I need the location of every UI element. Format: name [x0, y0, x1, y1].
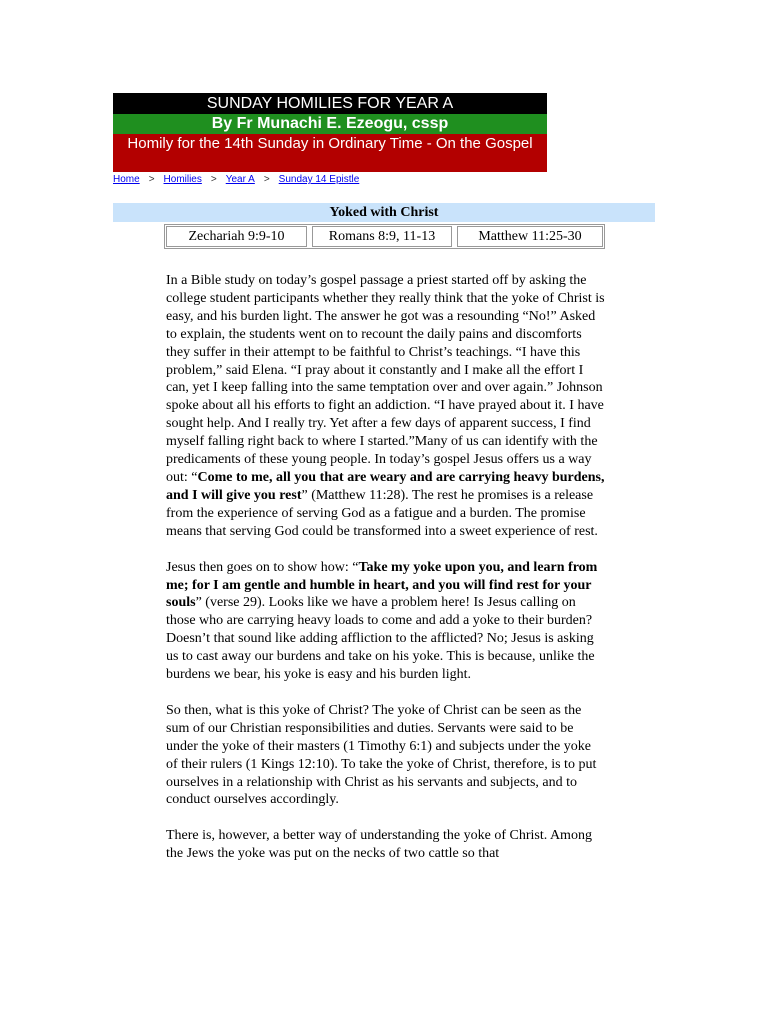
homily-title-banner: Homily for the 14th Sunday in Ordinary Time - On the Gospel [113, 134, 547, 172]
article-title: Yoked with Christ [113, 203, 655, 222]
breadcrumb-sunday-14-link[interactable]: Sunday 14 Epistle [278, 174, 360, 185]
scripture-quote: Come to me, all you that are weary and are carrying heavy burdens, and I will give you rest [166, 469, 605, 503]
breadcrumb-home-link[interactable]: Home [113, 174, 140, 185]
reading-first: Zechariah 9:9-10 [166, 226, 307, 247]
paragraph-text: In a Bible study on today’s gospel passage a priest started off by asking the college student participants whether they really think that the yoke of Christ is easy, and his burden light. The answer he got was a resounding “No!” Asked to explain, the students went on to recount the daily pains and discomforts they suffer in their attempt to be faithful to Christ’s teachings. “I have this problem,” said Elena. “I pray about it constantly and I make all the effort I can, yet I keep falling into the same temptation over and over again.” Johnson spoke about all his efforts to fight an addiction. “I have prayed about it. I have sought help. And I really try. Yet after a few days of apparent success, I find myself falling right back to where I started.”Many of us can identify with the predicaments of these young people. In today’s gospel Jesus offers us a way out: “ [166, 273, 605, 485]
series-title-banner: SUNDAY HOMILIES FOR YEAR A [113, 93, 547, 114]
paragraph-text: ” (Matthew 11:28). The rest he promises is a release from the experience of serving God as a fatigue and a burden. The promise means that serving God could be transformed into a sweet experience of rest. [166, 487, 598, 539]
breadcrumb-year-a-link[interactable]: Year A [225, 174, 255, 185]
paragraph-text: Jesus then goes on to show how: “ [166, 559, 359, 575]
breadcrumb-separator: > [148, 174, 155, 185]
paragraph-text: ” (verse 29). Looks like we have a problem here! Is Jesus calling on those who are carrying heavy loads to come and add a yoke to their burden? Doesn’t that sound like adding affliction to the afflicted? No; Jesus is asking us to cast away our burdens and take on his yoke. This is because, unlike the burdens we bear, his yoke is easy and his burden light. [166, 595, 595, 683]
breadcrumb [113, 173, 359, 186]
breadcrumb-separator: > [263, 174, 270, 185]
reading-second: Romans 8:9, 11-13 [312, 226, 452, 247]
paragraph-2 [166, 559, 606, 684]
reading-gospel: Matthew 11:25-30 [457, 226, 603, 247]
breadcrumb-homilies-link[interactable]: Homilies [163, 174, 202, 185]
readings-table [164, 224, 605, 249]
paragraph-4: There is, however, a better way of understanding the yoke of Christ. Among the Jews the yoke was put on the necks of two cattle so that [166, 828, 592, 862]
paragraph-3: So then, what is this yoke of Christ? The yoke of Christ can be seen as the sum of our Christian responsibilities and duties. Servants were said to be under the yoke of their masters (1 Timothy 6:1) and subjects under the yoke of their rulers (1 Kings 12:10). To take the yoke of Christ, therefore, is to put ourselves in a relationship with Christ as his servants and subjects, and to conduct ourselves accordingly. [166, 702, 597, 808]
paragraph-1 [166, 272, 606, 541]
author-banner: By Fr Munachi E. Ezeogu, cssp [113, 114, 547, 134]
scripture-quote: Take my yoke upon you, and learn from me; for I am gentle and humble in heart, and you will find rest for your souls [166, 559, 598, 611]
article-body [166, 272, 606, 881]
breadcrumb-separator: > [210, 174, 217, 185]
